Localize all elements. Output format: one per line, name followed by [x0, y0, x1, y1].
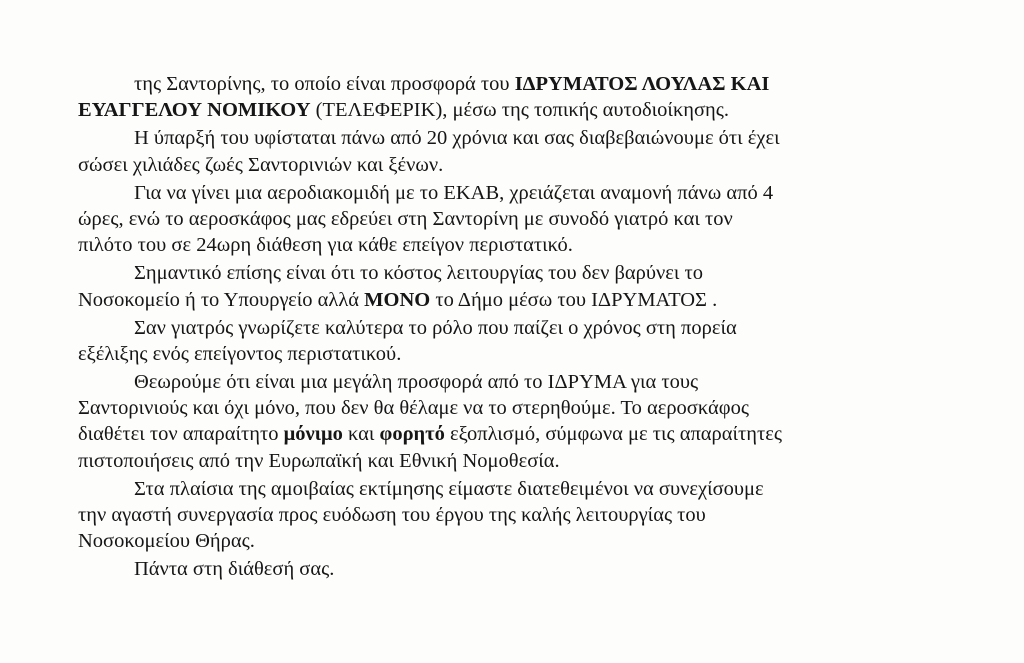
- text-line: [78, 448, 898, 474]
- text-segment: Πάντα στη διάθεσή σας.: [134, 558, 335, 581]
- text-line: [78, 369, 898, 395]
- text-segment: εξέλιξης ενός επείγοντος περιστατικού.: [78, 342, 402, 365]
- bold-text: μόνιμο: [283, 423, 343, 446]
- paragraph: [78, 476, 898, 555]
- text-line: [78, 341, 898, 367]
- text-line: [78, 287, 898, 313]
- paragraph: [78, 260, 898, 312]
- text-segment: εξοπλισμό, σύμφωνα με τις απαραίτητες: [444, 423, 782, 446]
- text-line: [78, 125, 898, 151]
- text-segment: (ΤΕΛΕΦΕΡΙΚ), μέσω της τοπικής αυτοδιοίκησης.: [310, 99, 730, 122]
- text-segment: και: [342, 423, 380, 446]
- paragraph: [78, 315, 898, 367]
- text-line: [78, 395, 898, 421]
- text-line: [78, 476, 898, 502]
- text-line: [78, 97, 898, 123]
- text-line: [78, 528, 898, 554]
- text-line: [78, 206, 898, 232]
- text-line: [78, 556, 898, 582]
- bold-text: ΕΥΑΓΓΕΛΟΥ ΝΟΜΙΚΟΥ: [78, 99, 311, 122]
- text-segment: της Σαντορίνης, το οποίο είναι προσφορά του: [134, 73, 515, 95]
- paragraph: [78, 125, 898, 177]
- text-line: [78, 71, 898, 97]
- text-segment: Για να γίνει μια αεροδιακομιδή με το ΕΚΑΒ, χρειάζεται αναμονή πάνω από 4: [134, 181, 774, 204]
- text-line: [78, 315, 898, 341]
- paragraph: [78, 180, 898, 259]
- text-segment: σώσει χιλιάδες ζωές Σαντορινιών και ξένων.: [78, 153, 444, 176]
- text-line: [78, 152, 898, 178]
- paragraph: [78, 71, 898, 123]
- text-line: [78, 232, 898, 258]
- text-segment: Νοσοκομείο ή το Υπουργείο αλλά: [78, 288, 365, 311]
- text-segment: διαθέτει τον απαραίτητο: [78, 423, 284, 446]
- text-line: [78, 260, 898, 286]
- text-segment: πιλότο του σε 24ωρη διάθεση για κάθε επείγον περιστατικό.: [78, 234, 573, 257]
- text-segment: ώρες, ενώ το αεροσκάφος μας εδρεύει στη Σαντορίνη με συνοδό γιατρό και τον: [78, 207, 733, 230]
- text-line: [78, 180, 898, 206]
- text-segment: Σαντορινιούς και όχι μόνο, που δεν θα θέλαμε να το στερηθούμε. Το αεροσκάφος: [78, 397, 749, 420]
- text-segment: πιστοποιήσεις από την Ευρωπαϊκή και Εθνική Νομοθεσία.: [78, 449, 560, 472]
- bold-text: ΙΔΡΥΜΑΤΟΣ ΛΟΥΛΑΣ ΚΑΙ: [514, 73, 770, 95]
- paragraph: [78, 369, 898, 474]
- bold-text: ΜΟΝΟ: [364, 288, 431, 311]
- text-segment: Σημαντικό επίσης είναι ότι το κόστος λειτουργίας του δεν βαρύνει το: [134, 262, 704, 285]
- bold-text: φορητό: [379, 423, 445, 446]
- text-segment: την αγαστή συνεργασία προς ευόδωση του έργου της καλής λειτουργίας του: [78, 504, 706, 526]
- text-segment: το Δήμο μέσω του ΙΔΡΥΜΑΤΟΣ .: [430, 288, 718, 311]
- text-segment: Θεωρούμε ότι είναι μια μεγάλη προσφορά από το ΙΔΡΥΜΑ για τους: [134, 371, 699, 394]
- text-segment: Στα πλαίσια της αμοιβαίας εκτίμησης είμαστε διατεθειμένοι να συνεχίσουμε: [134, 477, 764, 500]
- text-line: [78, 502, 898, 528]
- paragraph: [78, 556, 898, 582]
- text-segment: Η ύπαρξή του υφίσταται πάνω από 20 χρόνια και σας διαβεβαιώνουμε ότι έχει: [134, 127, 780, 150]
- text-segment: Νοσοκομείου Θήρας.: [78, 530, 255, 553]
- letter-body: [78, 71, 898, 583]
- text-segment: Σαν γιατρός γνωρίζετε καλύτερα το ρόλο που παίζει ο χρόνος στη πορεία: [134, 316, 737, 339]
- text-line: [78, 421, 898, 447]
